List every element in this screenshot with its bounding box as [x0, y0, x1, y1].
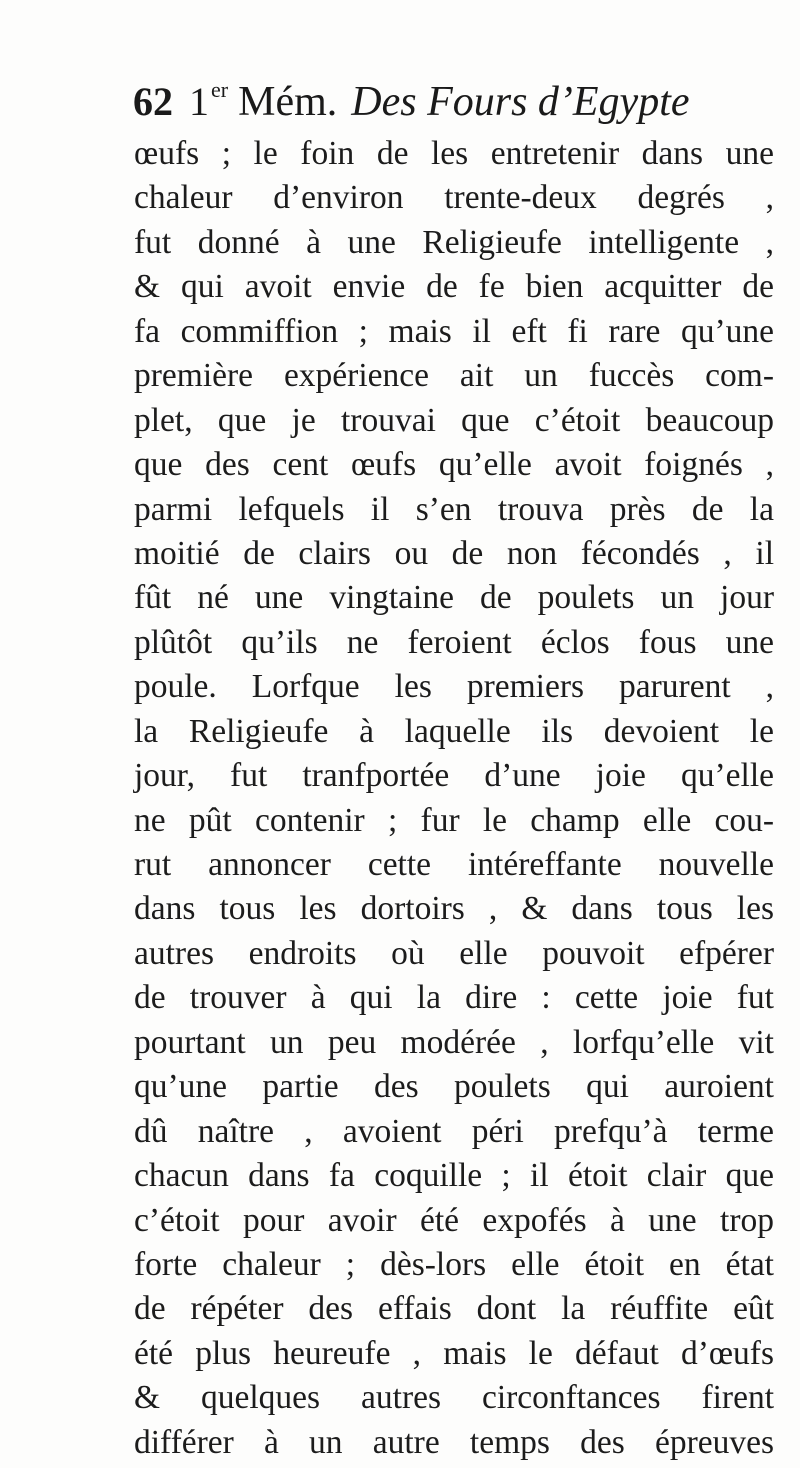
- text-line: fut donné à une Religieufe intelligente ,: [134, 223, 774, 261]
- running-header: [133, 78, 773, 138]
- text-line: œufs ; le foin de les entretenir dans une: [134, 135, 774, 172]
- text-line: qu’une partie des poulets qui auroient: [134, 1068, 774, 1106]
- text-line: fût né une vingtaine de poulets un jour: [134, 579, 774, 617]
- text-line: poule. Lorfque les premiers parurent ,: [134, 668, 774, 706]
- text-line: fa commiffion ; mais il eft fi rare qu’une: [134, 312, 774, 350]
- text-line: & qui avoit envie de fe bien acquitter de: [134, 268, 774, 306]
- text-line: ne pût contenir ; fur le champ elle cou-: [134, 801, 774, 839]
- text-line: jour, fut tranfportée d’une joie qu’elle: [134, 757, 774, 795]
- text-line: été plus heureufe , mais le défaut d’œufs: [134, 1334, 774, 1372]
- page-number: 62: [133, 79, 173, 124]
- body-text: [134, 132, 774, 1465]
- memoir-superscript: er: [211, 77, 229, 102]
- text-line: autres endroits où elle pouvoit efpérer: [134, 934, 774, 972]
- text-line: c’étoit pour avoir été expofés à une trop: [134, 1201, 774, 1239]
- text-line: parmi lefquels il s’en trouva près de la: [134, 490, 774, 528]
- text-line: chaleur d’environ trente-deux degrés ,: [134, 179, 774, 217]
- text-line: chacun dans fa coquille ; il étoit clair que: [134, 1157, 774, 1195]
- text-line: rut annoncer cette intéreffante nouvelle: [134, 846, 774, 883]
- text-line: première expérience ait un fuccès com-: [134, 357, 774, 395]
- text-line: la Religieufe à laquelle ils devoient le: [134, 712, 774, 750]
- text-line: de trouver à qui la dire : cette joie fut: [134, 979, 774, 1017]
- memoir-number: 1: [189, 79, 209, 124]
- text-line: que des cent œufs qu’elle avoit foignés ,: [134, 446, 774, 484]
- text-line: plet, que je trouvai que c’étoit beaucoup: [134, 401, 774, 439]
- text-line: de répéter des effais dont la réuffite eût: [134, 1290, 774, 1328]
- memoir-abbreviation: Mém.: [238, 79, 338, 125]
- text-line: plûtôt qu’ils ne feroient éclos fous une: [134, 623, 774, 661]
- text-line: pourtant un peu modérée , lorfqu’elle vit: [134, 1023, 774, 1061]
- text-line: & quelques autres circonftances firent: [134, 1379, 774, 1417]
- text-line: dû naître , avoient péri prefqu’à terme: [134, 1112, 774, 1150]
- text-line: dans tous les dortoirs , & dans tous les: [134, 890, 774, 928]
- text-line: forte chaleur ; dès-lors elle étoit en état: [134, 1245, 774, 1283]
- text-line: moitié de clairs ou de non fécondés , il: [134, 534, 774, 572]
- running-title: Des Fours d’Egypte: [351, 79, 690, 125]
- text-line: différer à un autre temps des épreuves: [134, 1423, 774, 1461]
